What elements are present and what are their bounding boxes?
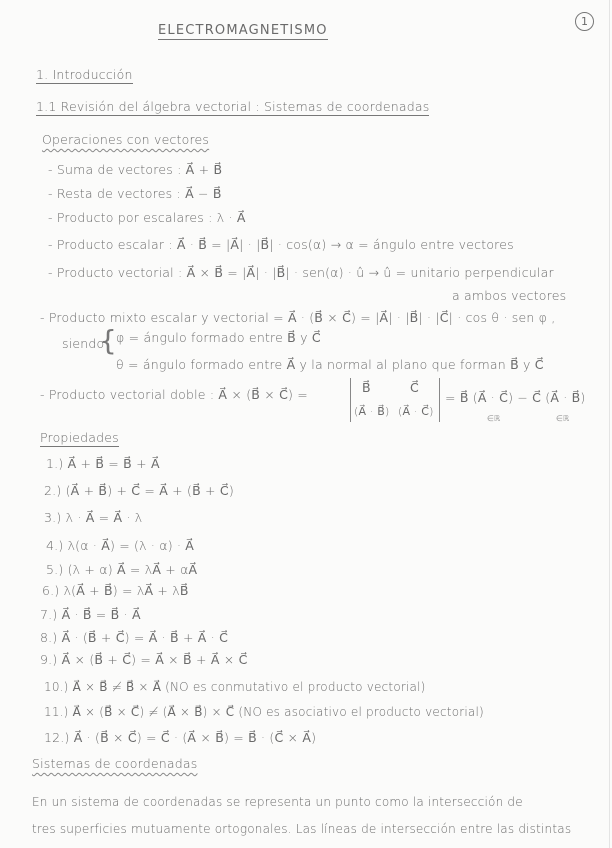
property-9: 9.) A⃗ × (B⃗ + C⃗) = A⃗ × B⃗ + A⃗ × C⃗ <box>40 652 248 667</box>
subsection-heading: 1.1 Revisión del álgebra vectorial : Sistemas de coordenadas <box>36 99 430 114</box>
theta-definition: θ = ángulo formado entre A⃗ y la normal al plano que forman B⃗ y C⃗ <box>116 357 544 372</box>
property-7: 7.) A⃗ · B⃗ = B⃗ · A⃗ <box>40 607 141 622</box>
page-number: 1 <box>575 12 594 31</box>
property-1: 1.) A⃗ + B⃗ = B⃗ + A⃗ <box>46 456 160 471</box>
property-8: 8.) A⃗ · (B⃗ + C⃗) = A⃗ · B⃗ + A⃗ · C⃗ <box>40 630 229 645</box>
property-3: 3.) λ · A⃗ = A⃗ · λ <box>44 510 143 525</box>
property-5: 5.) (λ + α) A⃗ = λA⃗ + αA⃗ <box>46 562 198 577</box>
phi-definition: φ = ángulo formado entre B⃗ y C⃗ <box>116 330 321 345</box>
siendo-label: siendo <box>62 336 105 351</box>
properties-heading: Propiedades <box>40 430 119 445</box>
matrix-cell-c: C⃗ <box>410 380 419 395</box>
page-edge <box>609 0 610 848</box>
property-11: 11.) A⃗ × (B⃗ × C⃗) ≠ (A⃗ × B⃗) × C⃗ (NO es asociativo el producto vectorial) <box>44 705 484 719</box>
matrix-cell-b: B⃗ <box>362 380 371 395</box>
operation-cross-product: - Producto vectorial : A⃗ × B⃗ = |A⃗| · |B⃗| · sen(α) · û → û = unitario perpendicular <box>48 265 554 280</box>
brace-icon: { <box>99 324 117 357</box>
property-2: 2.) (A⃗ + B⃗) + C⃗ = A⃗ + (B⃗ + C⃗) <box>44 483 234 498</box>
operation-cross-product-cont: a ambos vectores <box>452 288 567 303</box>
property-10: 10.) A⃗ × B⃗ ≠ B⃗ × A⃗ (NO es conmutativo el producto vectorial) <box>44 680 426 694</box>
real-annotation-2: ∈ℝ <box>556 414 570 423</box>
real-annotation-1: ∈ℝ <box>487 414 501 423</box>
section-heading: 1. Introducción <box>36 67 133 82</box>
operation-double-cross: - Producto vectorial doble : A⃗ × (B⃗ × C⃗) = <box>40 387 308 402</box>
matrix-cell-ab: (A⃗ · B⃗) <box>354 405 390 418</box>
operations-heading: Operaciones con vectores <box>42 132 210 147</box>
operation-subtraction: - Resta de vectores : A⃗ − B⃗ <box>48 186 222 201</box>
coordinates-paragraph-line-1: En un sistema de coordenadas se representa un punto como la intersección de <box>32 795 523 809</box>
matrix-cell-ac: (A⃗ · C⃗) <box>398 405 434 418</box>
double-cross-result: = B⃗ (A⃗ · C⃗) − C⃗ (A⃗ · B⃗) <box>445 390 586 405</box>
operation-dot-product: - Producto escalar : A⃗ · B⃗ = |A⃗| · |B⃗| · cos(α) → α = ángulo entre vectores <box>48 237 514 252</box>
property-6: 6.) λ(A⃗ + B⃗) = λA⃗ + λB⃗ <box>42 583 189 598</box>
property-12: 12.) A⃗ · (B⃗ × C⃗) = C⃗ · (A⃗ × B⃗) = B⃗ · (C⃗ × A⃗) <box>44 730 317 745</box>
operation-sum: - Suma de vectores : A⃗ + B⃗ <box>48 162 223 177</box>
document-title: ELECTROMAGNETISMO <box>158 23 328 38</box>
operation-triple-product: - Producto mixto escalar y vectorial = A⃗ · (B⃗ × C⃗) = |A⃗| · |B⃗| · |C⃗| · cos θ · sen φ , <box>40 310 556 325</box>
property-4: 4.) λ(α · A⃗) = (λ · α) · A⃗ <box>46 538 195 553</box>
operation-scalar-multiplication: - Producto por escalares : λ · A⃗ <box>48 210 246 225</box>
coordinates-heading: Sistemas de coordenadas <box>32 756 198 771</box>
coordinates-paragraph-line-2: tres superficies mutuamente ortogonales. Las líneas de intersección entre las distintas <box>32 822 572 836</box>
